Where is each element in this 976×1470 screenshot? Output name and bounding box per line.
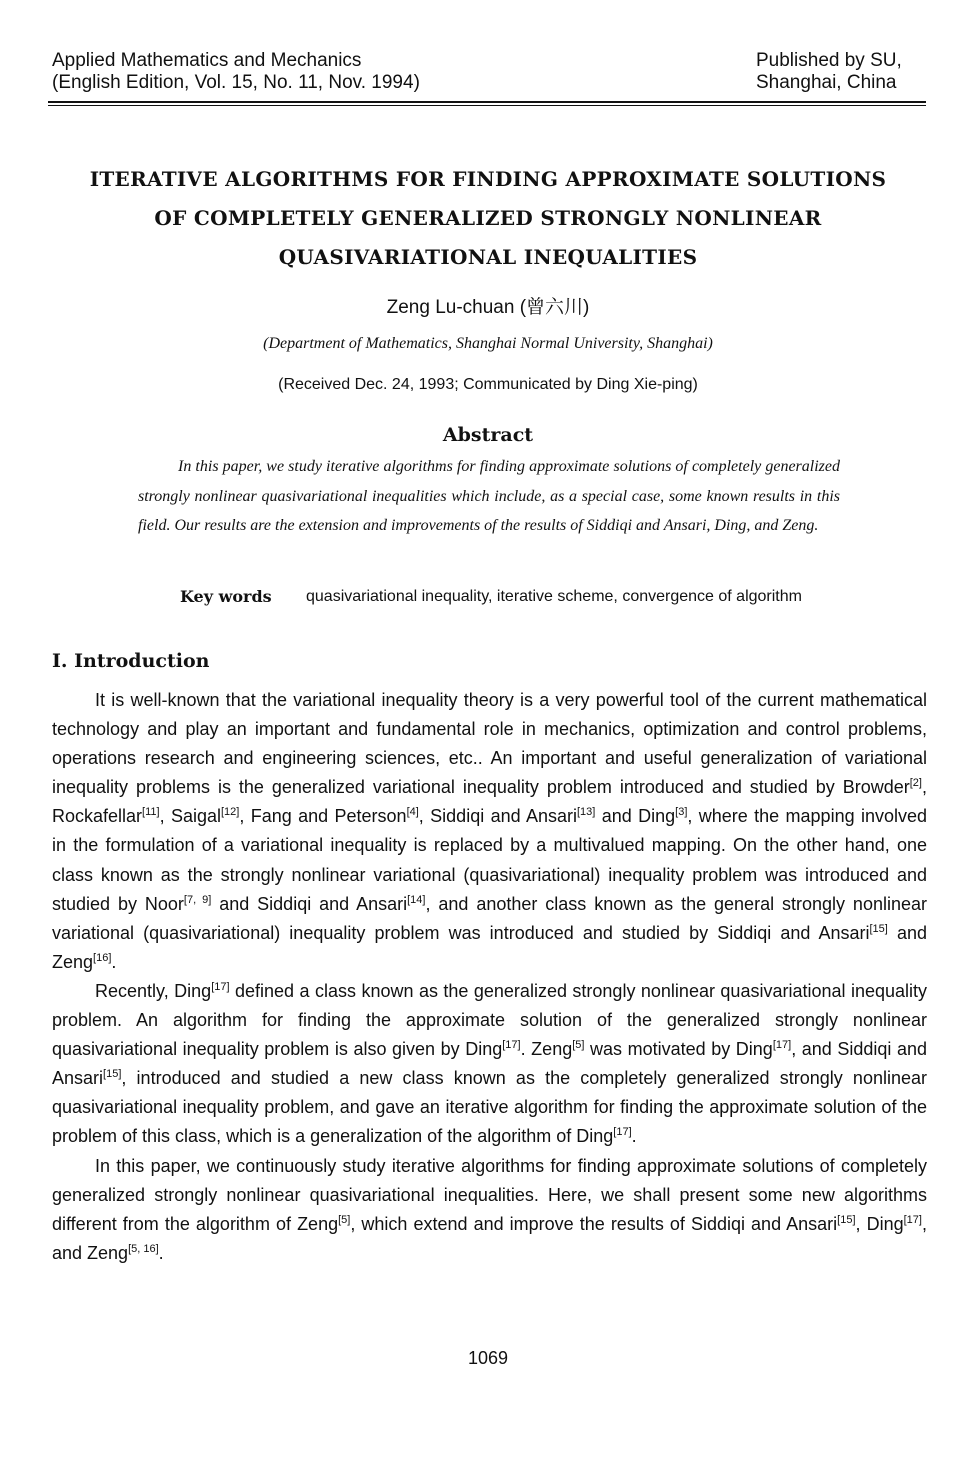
text-run: In this paper, we continuously study iterative algorithms for finding approximate solutions of completely generalized strongly nonlinear quasivariational inequalities. Here, we shall present some new algorithms different from the algorithm of Zeng [52, 1155, 927, 1234]
body-text [52, 686, 927, 1268]
header-rule-thin [48, 105, 926, 106]
citation-ref: [15] [837, 1213, 856, 1226]
text-run: defined a class known as the generalized strongly nonlinear quasivariational inequality problem. An algorithm for finding the approximate solution of the generalized strongly nonlinear quasivariational inequality problem is also given by Ding [52, 980, 928, 1060]
text-run: , introduced and studied a new class known as the completely generalized strongly nonlinear quasivariational inequality problem, and gave an iterative algorithm for finding the approximate solution of the problem of this class, which is a generalization of the algorithm of Ding [52, 1068, 927, 1147]
text-run: It is well-known that the variational inequality theory is a very powerful tool of the current mathematical technology and play an important and fundamental role in mechanics, optimization and control problems, operations research and engineering sciences, etc.. An important and useful generalization of variational inequality problems is the generalized variational inequality problem introduced and studied by Browder [52, 690, 927, 798]
author: Zeng Lu-chuan (曾六川) [386, 297, 590, 318]
text-run: , which extend and improve the results of Siddiqi and Ansari [350, 1213, 838, 1234]
received-note: (Received Dec. 24, 1993; Communicated by Ding Xie-ping) [278, 376, 698, 393]
journal-name: Applied Mathematics and Mechanics [52, 50, 362, 71]
journal-edition: (English Edition, Vol. 15, No. 11, Nov. 1994) [52, 72, 420, 93]
paper-title [60, 160, 916, 277]
title-line-1: ITERATIVE ALGORITHMS FOR FINDING APPROXIMATE SOLUTIONS [89, 167, 887, 191]
citation-ref: [11] [142, 806, 160, 819]
citation-ref: [16] [93, 951, 112, 964]
citation-ref: [2] [909, 777, 922, 790]
citation-ref: [7, 9] [183, 893, 212, 906]
affiliation: (Department of Mathematics, Shanghai Normal University, Shanghai) [263, 335, 713, 352]
citation-ref: [5, 16] [128, 1242, 159, 1255]
text-run: , where the mapping involved in the formulation of a variational inequality is replaced by a multivalued mapping. On the other hand, one class known as the strongly nonlinear variational (quasivariational) inequality problem was introduced and studied by Noor [52, 806, 927, 914]
citation-ref: [4] [406, 806, 419, 819]
text-run: . Zeng [520, 1039, 573, 1060]
citation-ref: [17] [772, 1039, 792, 1052]
publisher-info [756, 50, 902, 94]
page-number: 1069 [467, 1348, 509, 1368]
paragraph-2 [52, 977, 927, 1152]
citation-ref: [12] [220, 806, 240, 819]
citation-ref: [14] [407, 893, 426, 906]
text-run: , Siddiqi and Ansari [418, 806, 577, 827]
publisher-location: Shanghai, China [756, 72, 897, 93]
text-run: . [158, 1242, 164, 1263]
citation-ref: [17] [903, 1213, 922, 1226]
section-heading: I. Introduction [52, 650, 210, 672]
text-run: , Ding [855, 1213, 904, 1234]
title-line-2: OF COMPLETELY GENERALIZED STRONGLY NONLINEAR [154, 206, 822, 230]
citation-ref: [15] [103, 1068, 122, 1081]
citation-ref: [5] [572, 1039, 585, 1052]
keywords-text: quasivariational inequality, iterative scheme, convergence of algorithm [306, 588, 802, 605]
text-run: , and Siddiqi and Ansari [52, 1039, 928, 1089]
text-run: and Ding [595, 806, 676, 827]
abstract-heading: Abstract [442, 424, 534, 446]
paragraph-1 [52, 686, 927, 977]
citation-ref: [17] [613, 1126, 632, 1139]
text-run: , Fang and Peterson [239, 806, 407, 827]
text-run: , and Zeng [52, 1213, 927, 1263]
citation-ref: [13] [577, 806, 596, 819]
paragraph-3 [52, 1152, 927, 1268]
citation-ref: [17] [502, 1039, 521, 1052]
text-run: and Siddiqi and Ansari [211, 893, 408, 914]
abstract-text: In this paper, we study iterative algorithms for finding approximate solutions of completely generalized strongly nonlinear quasivariational inequalities which include, as a special case, some known results in this field. Our results are the extension and improvements of the results of Siddiqi and Ansari, Ding, and Zeng. [138, 458, 840, 534]
publisher-name: Published by SU, [756, 50, 902, 71]
citation-ref: [5] [338, 1213, 351, 1226]
text-run: , and another class known as the general strongly nonlinear variational (quasivariational) inequality problem was introduced and studied by Siddiqi and Ansari [52, 893, 927, 943]
text-run: was motivated by Ding [584, 1039, 773, 1060]
text-run: Recently, Ding [95, 980, 212, 1001]
citation-ref: [3] [675, 806, 688, 819]
text-run: , Saigal [159, 806, 221, 827]
keywords-label: Key words [180, 587, 272, 606]
citation-ref: [17] [211, 980, 230, 993]
text-run: , Rockafellar [52, 777, 927, 827]
header-rule-thick [48, 101, 926, 103]
text-run: and Zeng [52, 922, 927, 972]
journal-info [52, 50, 420, 94]
title-line-3: QUASIVARIATIONAL INEQUALITIES [278, 245, 698, 269]
text-run: . [631, 1126, 637, 1147]
citation-ref: [15] [869, 922, 888, 935]
text-run: . [111, 951, 117, 972]
